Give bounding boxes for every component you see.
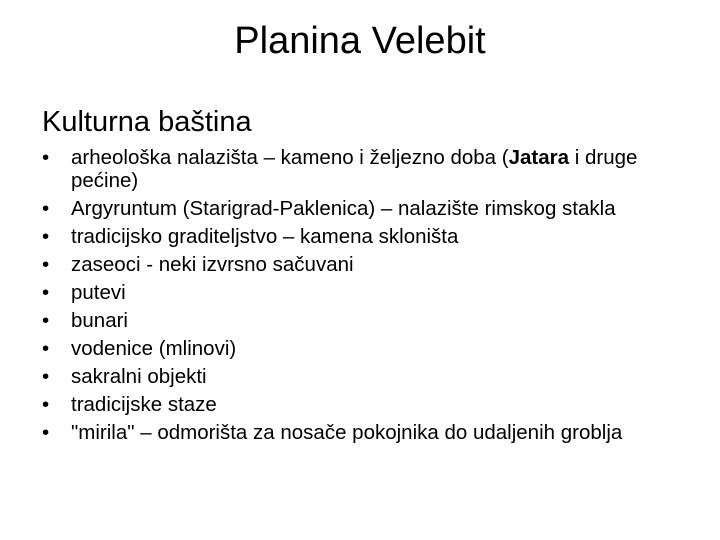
bullet-item	[42, 365, 682, 388]
bullet-text: tradicijske staze	[71, 393, 217, 416]
slide-title: Planina Velebit	[234, 20, 486, 62]
bullet-text: "mirila" – odmorišta za nosače pokojnika do udaljenih groblja	[71, 421, 623, 444]
bullet-dot: •	[42, 365, 50, 388]
bullet-dot: •	[42, 197, 50, 220]
bullet-dot: •	[42, 146, 50, 169]
bullet-text: sakralni objekti	[71, 365, 207, 388]
bullet-dot: •	[42, 421, 50, 444]
slide-subtitle: Kulturna baština	[42, 106, 252, 138]
bullet-text: i druge pećine)	[71, 146, 638, 192]
bullet-text: zaseoci - neki izvrsno sačuvani	[71, 253, 354, 276]
bullet-item	[42, 309, 682, 332]
bullet-dot: •	[42, 309, 50, 332]
bullet-text: vodenice (mlinovi)	[71, 337, 237, 360]
bullet-item	[42, 253, 682, 276]
bullet-dot: •	[42, 337, 50, 360]
bullet-text: Argyruntum (Starigrad-Paklenica) – nalazište rimskog stakla	[71, 197, 616, 220]
bullet-dot: •	[42, 253, 50, 276]
bullet-item	[42, 146, 682, 192]
bullet-text-bold: Jatara	[508, 146, 570, 169]
bullet-text: bunari	[71, 309, 128, 332]
bullet-text: tradicijsko graditeljstvo – kamena skloništa	[71, 225, 459, 248]
bullet-dot: •	[42, 281, 50, 304]
bullet-item	[42, 421, 682, 444]
bullet-dot: •	[42, 393, 50, 416]
bullet-item	[42, 197, 682, 220]
bullet-list	[42, 146, 682, 449]
bullet-text: putevi	[71, 281, 126, 304]
bullet-item	[42, 393, 682, 416]
bullet-item	[42, 225, 682, 248]
bullet-text: arheološka nalazišta – kameno i željezno doba (	[71, 146, 509, 169]
bullet-item	[42, 337, 682, 360]
bullet-item	[42, 281, 682, 304]
bullet-dot: •	[42, 225, 50, 248]
